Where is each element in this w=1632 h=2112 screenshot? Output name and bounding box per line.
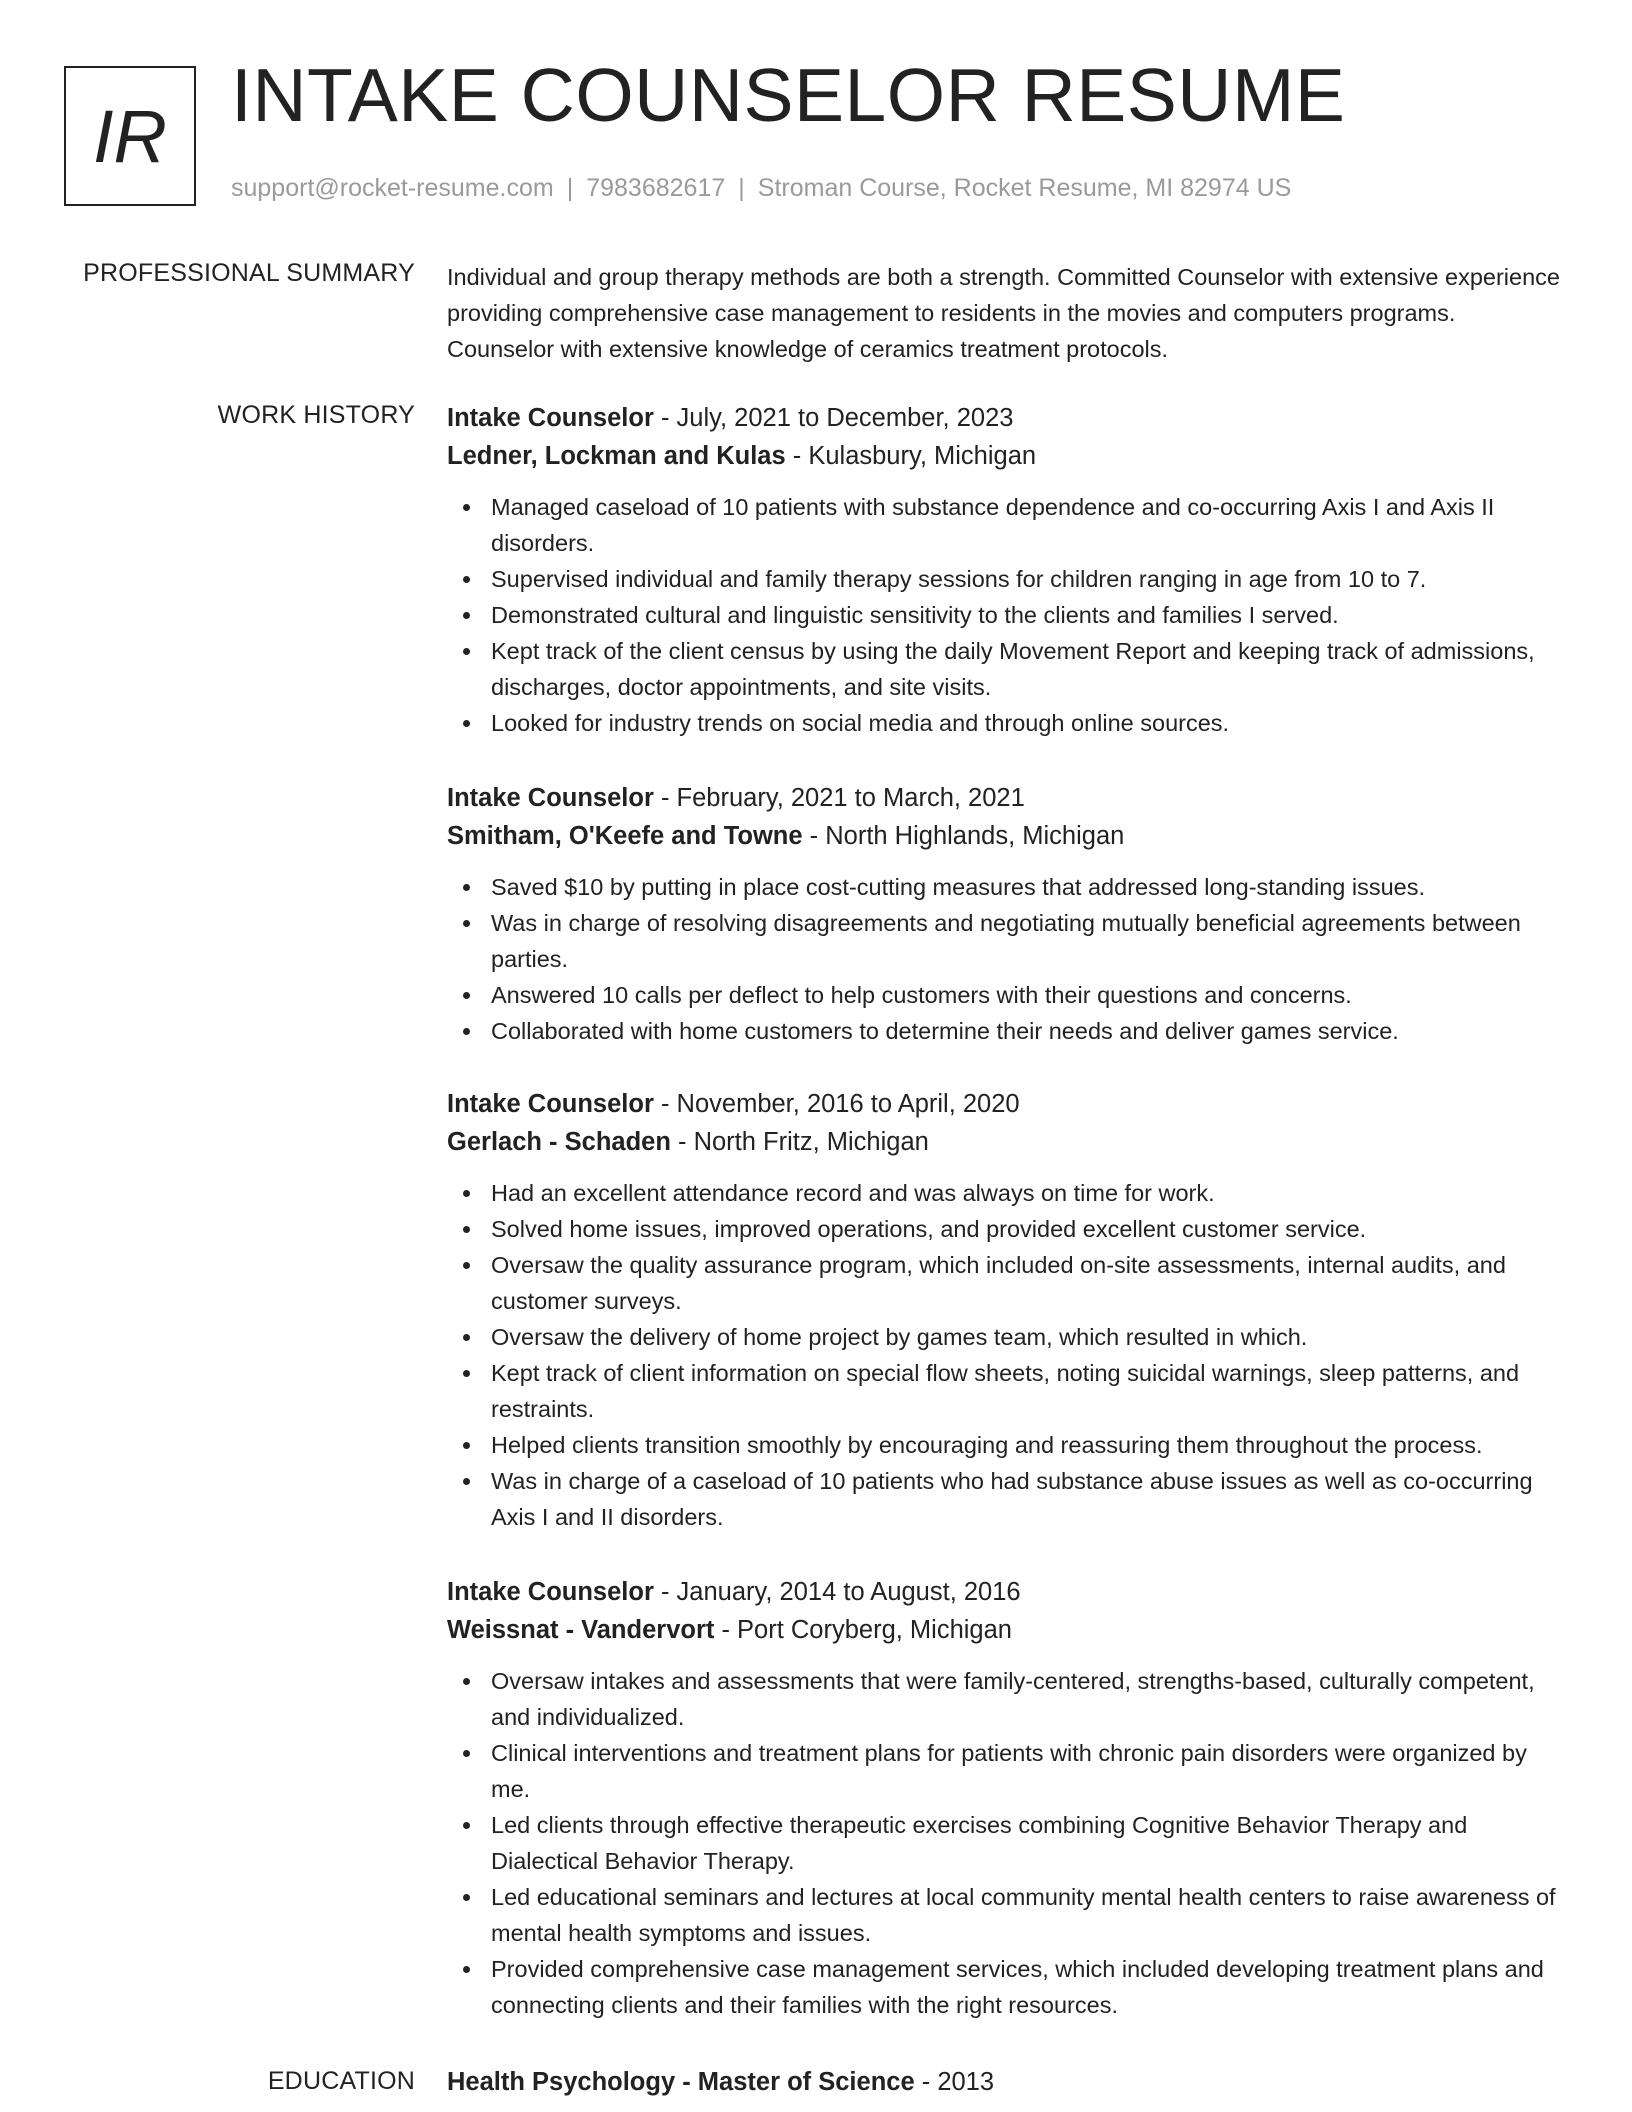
job-entry — [447, 1085, 1567, 1535]
job-company: Ledner, Lockman and Kulas — [447, 442, 786, 470]
contact-separator: | — [566, 174, 574, 202]
list-item: Answered 10 calls per deflect to help customers with their questions and concerns. — [491, 977, 1567, 1013]
job-entry — [447, 779, 1567, 1049]
job-title: Intake Counselor — [447, 1090, 654, 1118]
summary-section — [447, 259, 1567, 367]
list-item: Had an excellent attendance record and was always on time for work. — [491, 1175, 1567, 1211]
list-item: Looked for industry trends on social media and through online sources. — [491, 705, 1567, 741]
job-title-line — [447, 779, 1567, 817]
job-title: Intake Counselor — [447, 404, 654, 432]
list-item: Collaborated with home customers to determine their needs and deliver games service. — [491, 1013, 1567, 1049]
list-item: Was in charge of a caseload of 10 patients who had substance abuse issues as well as co-occurring Axis I and II disorders. — [491, 1463, 1567, 1535]
job-dates: - January, 2014 to August, 2016 — [653, 1578, 1021, 1606]
job-location: - Port Coryberg, Michigan — [714, 1616, 1012, 1644]
section-label-summary: PROFESSIONAL SUMMARY — [83, 259, 415, 287]
job-title-line — [447, 399, 1567, 437]
list-item: Demonstrated cultural and linguistic sensitivity to the clients and families I served. — [491, 597, 1567, 633]
contact-address: Stroman Course, Rocket Resume, MI 82974 US — [757, 174, 1292, 202]
summary-text: Individual and group therapy methods are both a strength. Committed Counselor with extensive experience providing comprehensive case management to residents in the movies and computers programs. Counselor with extensive knowledge of ceramics treatment protocols. — [447, 264, 1560, 362]
list-item: Solved home issues, improved operations, and provided excellent customer service. — [491, 1211, 1567, 1247]
list-item: Kept track of client information on special flow sheets, noting suicidal warnings, sleep patterns, and restraints. — [491, 1355, 1567, 1427]
list-item: Led clients through effective therapeutic exercises combining Cognitive Behavior Therapy and Dialectical Behavior Therapy. — [491, 1807, 1567, 1879]
job-title-line — [447, 1085, 1567, 1123]
job-title-line — [447, 1573, 1567, 1611]
contact-separator: | — [738, 174, 745, 202]
job-company: Weissnat - Vandervort — [447, 1616, 715, 1644]
job-company-line — [447, 1611, 1567, 1649]
job-company-line — [447, 817, 1567, 855]
job-title: Intake Counselor — [447, 1578, 654, 1606]
education-degree: Health Psychology - Master of Science — [447, 2068, 915, 2096]
list-item: Kept track of the client census by using the daily Movement Report and keeping track of admissions, discharges, doctor appointments, and site visits. — [491, 633, 1567, 705]
job-bullets — [447, 869, 1567, 1049]
job-entry — [447, 399, 1567, 741]
education-degree-line — [447, 2063, 1567, 2101]
job-dates: - July, 2021 to December, 2023 — [653, 404, 1014, 432]
list-item: Was in charge of resolving disagreements and negotiating mutually beneficial agreements between parties. — [491, 905, 1567, 977]
job-company-line — [447, 1123, 1567, 1161]
monogram-logo: IR — [64, 66, 196, 206]
list-item: Oversaw intakes and assessments that were family-centered, strengths-based, culturally competent, and individualized. — [491, 1663, 1567, 1735]
list-item: Supervised individual and family therapy sessions for children ranging in age from 10 to 7. — [491, 561, 1567, 597]
list-item: Oversaw the delivery of home project by games team, which resulted in which. — [491, 1319, 1567, 1355]
resume-title: INTAKE COUNSELOR RESUME — [231, 53, 1346, 137]
section-label-education: EDUCATION — [267, 2067, 415, 2095]
list-item: Managed caseload of 10 patients with substance dependence and co-occurring Axis I and Axis II disorders. — [491, 489, 1567, 561]
contact-line — [231, 174, 1291, 203]
list-item: Led educational seminars and lectures at local community mental health centers to raise awareness of mental health symptoms and issues. — [491, 1879, 1567, 1951]
job-title: Intake Counselor — [447, 784, 654, 812]
education-year: - 2013 — [914, 2068, 995, 2096]
job-company: Smitham, O'Keefe and Towne — [447, 822, 803, 850]
list-item: Clinical interventions and treatment plans for patients with chronic pain disorders were organized by me. — [491, 1735, 1567, 1807]
section-label-work-history: WORK HISTORY — [217, 401, 415, 429]
job-location: - North Fritz, Michigan — [670, 1128, 929, 1156]
contact-email: support@rocket-resume.com — [231, 174, 554, 202]
job-location: - Kulasbury, Michigan — [785, 442, 1037, 470]
list-item: Helped clients transition smoothly by encouraging and reassuring them throughout the process. — [491, 1427, 1567, 1463]
job-bullets — [447, 1663, 1567, 2023]
education-section — [447, 2063, 1567, 2101]
job-dates: - November, 2016 to April, 2020 — [653, 1090, 1020, 1118]
contact-phone: 7983682617 — [586, 174, 726, 202]
job-entry — [447, 1573, 1567, 2023]
job-location: - North Highlands, Michigan — [802, 822, 1125, 850]
list-item: Provided comprehensive case management services, which included developing treatment plans and connecting clients and their families with the right resources. — [491, 1951, 1567, 2023]
list-item: Oversaw the quality assurance program, which included on-site assessments, internal audits, and customer surveys. — [491, 1247, 1567, 1319]
list-item: Saved $10 by putting in place cost-cutting measures that addressed long-standing issues. — [491, 869, 1567, 905]
job-bullets — [447, 489, 1567, 741]
job-dates: - February, 2021 to March, 2021 — [653, 784, 1025, 812]
job-company: Gerlach - Schaden — [447, 1128, 671, 1156]
job-company-line — [447, 437, 1567, 475]
job-bullets — [447, 1175, 1567, 1535]
